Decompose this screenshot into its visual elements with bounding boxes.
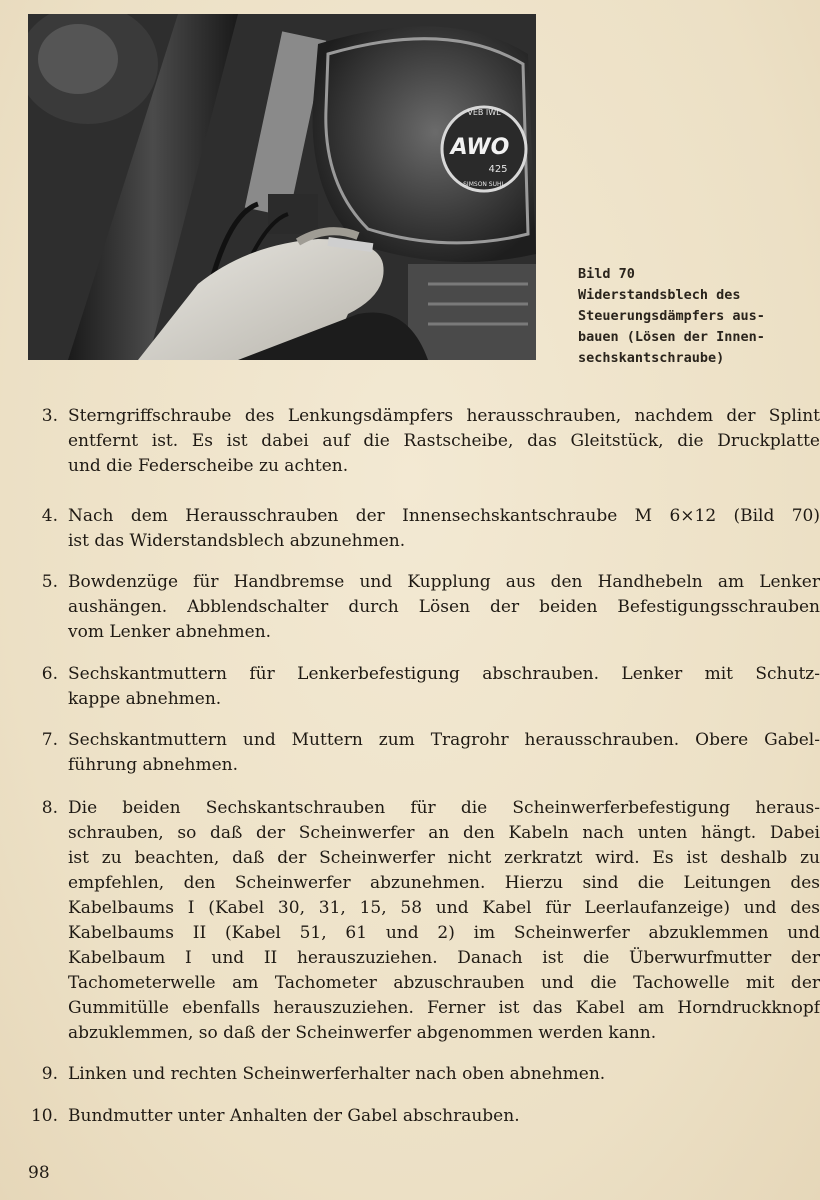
item-line: abzuklemmen, so daß der Scheinwerfer abgenommen werden kann. [68, 1023, 657, 1043]
item-line: Gummitülle ebenfalls herauszuziehen. Ferner ist das Kabel am Horndruckknopf [68, 998, 820, 1018]
caption-line: bauen (Lösen der Innen- [578, 329, 765, 345]
item-line: Tachometerwelle am Tachometer abzuschrauben und die Tachowelle mit der [68, 973, 820, 993]
item-number: 7. [41, 730, 58, 750]
item-line: ist zu beachten, daß der Scheinwerfer nicht zerkratzt wird. Es ist deshalb zu [68, 848, 820, 868]
item-text [68, 796, 820, 1046]
item-line: entfernt ist. Es ist dabei auf die Rastscheibe, das Gleitstück, die Druckplatte [68, 431, 820, 451]
item-line: schrauben, so daß der Scheinwerfer an den Kabeln nach unten hängt. Dabei [68, 823, 820, 843]
item-text [68, 1062, 820, 1087]
item-text [68, 504, 820, 554]
item-number: 6. [41, 664, 58, 684]
item-line: vom Lenker abnehmen. [68, 622, 272, 642]
caption-line: sechskantschraube) [578, 350, 725, 366]
item-line: Bowdenzüge für Handbremse und Kupplung aus den Handhebeln am Lenker [68, 572, 820, 592]
item-line: aushängen. Abblendschalter durch Lösen der beiden Befestigungsschrauben [68, 597, 820, 617]
caption-line: Bild 70 [578, 266, 635, 282]
item-text [68, 404, 820, 479]
emblem-model-text: 425 [488, 164, 508, 175]
caption-line: Widerstandsblech des [578, 287, 741, 303]
item-line: Kabelbaum I und II herauszuziehen. Danach ist die Überwurfmutter der [68, 948, 820, 968]
item-line: führung abnehmen. [68, 755, 239, 775]
item-line: kappe abnehmen. [68, 689, 222, 709]
item-line: Linken und rechten Scheinwerferhalter nach oben abnehmen. [68, 1064, 606, 1084]
item-line: Bundmutter unter Anhalten der Gabel abschrauben. [68, 1106, 520, 1126]
item-line: ist das Widerstandsblech abzunehmen. [68, 531, 406, 551]
emblem-top-text: VEB IWL [467, 108, 501, 117]
page-number: 98 [28, 1163, 50, 1183]
figure-caption [578, 264, 798, 369]
item-line: Nach dem Herausschrauben der Innensechskantschraube M 6×12 (Bild 70) [68, 506, 820, 526]
item-line: und die Federscheibe zu achten. [68, 456, 349, 476]
item-line: Sechskantmuttern und Muttern zum Tragrohr herausschrauben. Obere Gabel- [68, 730, 820, 750]
emblem-main-text: AWO [450, 135, 510, 160]
item-number: 5. [41, 572, 58, 592]
item-number: 4. [41, 506, 58, 526]
item-number: 8. [41, 798, 58, 818]
item-number: 10. [30, 1106, 58, 1126]
item-line: Die beiden Sechskantschrauben für die Scheinwerferbefestigung heraus- [68, 798, 820, 818]
emblem-bottom-text: SIMSON SUHL [463, 181, 505, 188]
item-text [68, 570, 820, 645]
motorcycle-photo-illustration [28, 14, 536, 360]
item-line: Kabelbaums II (Kabel 51, 61 und 2) im Scheinwerfer abzuklemmen und [68, 923, 820, 943]
item-number: 9. [41, 1064, 58, 1084]
item-text [68, 728, 820, 778]
motorcycle-photo [28, 14, 536, 360]
item-line: empfehlen, den Scheinwerfer abzunehmen. Hierzu sind die Leitungen des [68, 873, 820, 893]
caption-line: Steuerungsdämpfers aus- [578, 308, 765, 324]
item-line: Sterngriffschraube des Lenkungsdämpfers herausschrauben, nachdem der Splint [68, 406, 820, 426]
item-text [68, 662, 820, 712]
item-line: Sechskantmuttern für Lenkerbefestigung abschrauben. Lenker mit Schutz- [68, 664, 820, 684]
item-line: Kabelbaums I (Kabel 30, 31, 15, 58 und Kabel für Leerlaufanzeige) und des [68, 898, 820, 918]
item-text [68, 1104, 820, 1129]
item-number: 3. [41, 406, 58, 426]
